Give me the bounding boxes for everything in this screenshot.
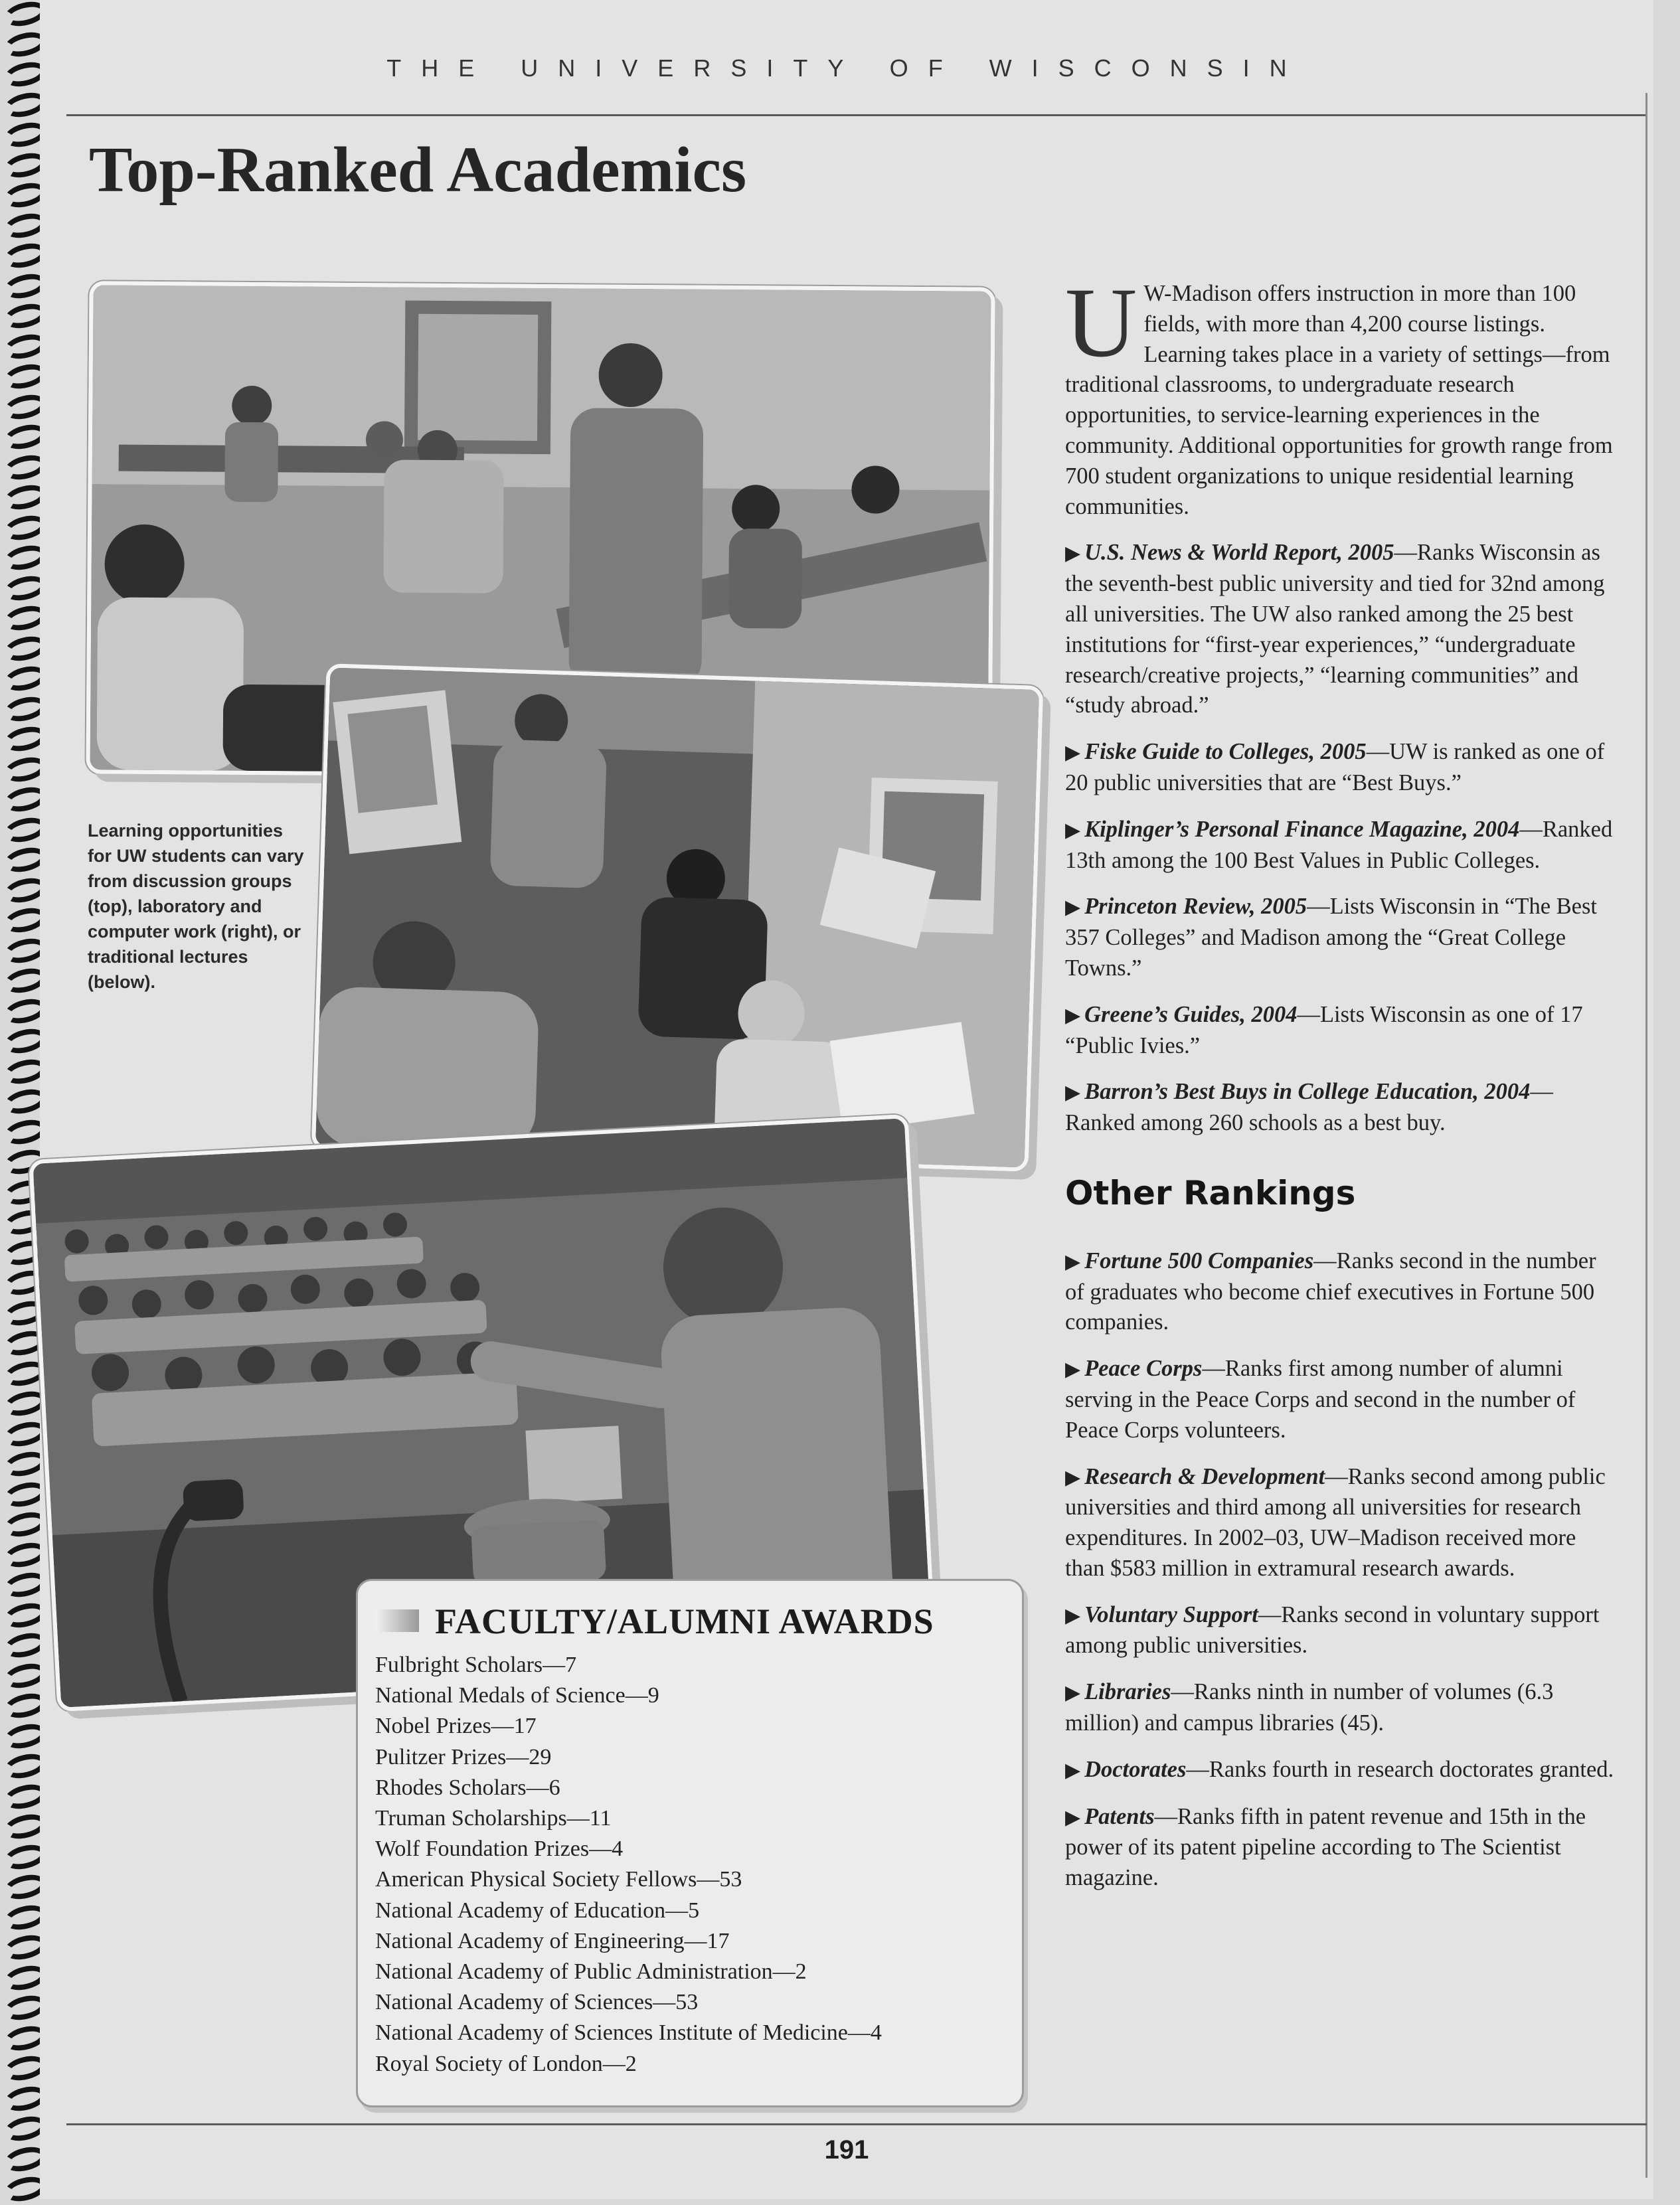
awards-heading-text: FACULTY/ALUMNI AWARDS: [435, 1601, 934, 1641]
ranking-source: Patents: [1084, 1803, 1155, 1829]
ranking-item: [1065, 737, 1616, 799]
ranking-text: —Ranks fifth in patent revenue and 15th in the power of its patent pipeline according to The Scientist magazine.: [1065, 1803, 1586, 1891]
heading-bar-ornament: [375, 1609, 419, 1632]
award-item: National Academy of Education—5: [375, 1898, 700, 1923]
other-ranking-item: [1065, 1354, 1616, 1445]
award-item: Fulbright Scholars—7: [375, 1653, 577, 1677]
triangle-bullet-icon: ▶: [1065, 1758, 1081, 1782]
ranking-source: Princeton Review, 2005: [1084, 894, 1307, 920]
awards-heading: [375, 1601, 934, 1642]
ranking-source: Research & Development: [1084, 1463, 1325, 1489]
footer-rule: [66, 2123, 1647, 2125]
ranking-text: —Lists Wisconsin in “The Best 357 Colleges” and Madison among the “Great College Towns.”: [1065, 894, 1598, 981]
triangle-bullet-icon: ▶: [1065, 1805, 1081, 1829]
ranking-source: Fiske Guide to Colleges, 2005: [1084, 739, 1367, 765]
triangle-bullet-icon: ▶: [1065, 1003, 1081, 1027]
triangle-bullet-icon: ▶: [1065, 818, 1081, 842]
other-ranking-item: [1065, 1755, 1616, 1786]
ranking-source: Voluntary Support: [1084, 1601, 1258, 1627]
running-head: THE UNIVERSITY OF WISCONSIN: [386, 54, 1307, 82]
other-rankings-heading: Other Rankings: [1065, 1173, 1356, 1212]
award-item: American Physical Society Fellows—53: [375, 1867, 742, 1892]
ranking-source: Fortune 500 Companies: [1084, 1248, 1314, 1273]
award-item: Rhodes Scholars—6: [375, 1775, 560, 1800]
award-item: Truman Scholarships—11: [375, 1806, 612, 1831]
award-item: National Medals of Science—9: [375, 1683, 659, 1708]
photo-computer-lab: [311, 663, 1043, 1172]
triangle-bullet-icon: ▶: [1065, 1465, 1081, 1489]
awards-box: [356, 1579, 1024, 2107]
ranking-source: Barron’s Best Buys in College Education, 2004: [1084, 1079, 1531, 1105]
triangle-bullet-icon: ▶: [1065, 896, 1081, 920]
ranking-item: [1065, 815, 1616, 876]
award-item: Pulitzer Prizes—29: [375, 1744, 552, 1769]
triangle-bullet-icon: ▶: [1065, 1358, 1081, 1382]
award-item: Royal Society of London—2: [375, 2051, 637, 2076]
other-ranking-item: [1065, 1246, 1616, 1338]
triangle-bullet-icon: ▶: [1065, 1250, 1081, 1273]
ranking-source: Kiplinger’s Personal Finance Magazine, 2004: [1084, 816, 1520, 842]
ranking-source: Doctorates: [1084, 1756, 1187, 1782]
award-item: National Academy of Engineering—17: [375, 1928, 730, 1953]
award-item: National Academy of Sciences—53: [375, 1990, 699, 2015]
other-ranking-item: [1065, 1600, 1616, 1662]
photo-caption: Learning opportunities for UW students can vary from discussion groups (top), laboratory and computer work (right), or traditional lectures (below).: [88, 821, 304, 992]
awards-list: [375, 1650, 882, 2080]
ranking-item: [1065, 892, 1616, 983]
award-item: Wolf Foundation Prizes—4: [375, 1837, 624, 1862]
ranking-text: —Ranks second in the number of graduates who become chief executives in Fortune 500 companies.: [1065, 1248, 1596, 1335]
triangle-bullet-icon: ▶: [1065, 1603, 1081, 1627]
header-rule: [66, 114, 1647, 116]
other-ranking-item: [1065, 1802, 1616, 1894]
triangle-bullet-icon: ▶: [1065, 1681, 1081, 1705]
ranking-item: [1065, 1077, 1616, 1139]
ranking-text: —Ranks fourth in research doctorates granted.: [1186, 1756, 1614, 1782]
ranking-source: Libraries: [1084, 1679, 1171, 1705]
other-ranking-item: [1065, 1462, 1616, 1584]
ranking-item: [1065, 538, 1616, 721]
rankings-column: [1065, 268, 1616, 1910]
page-edge: [1645, 93, 1647, 2178]
award-item: National Academy of Public Administration—2: [375, 1959, 807, 1985]
ranking-text: —Lists Wisconsin as one of 17 “Public Ivies.”: [1065, 1001, 1583, 1058]
award-item: Nobel Prizes—17: [375, 1714, 537, 1739]
page: [40, 0, 1653, 2199]
ranking-item: [1065, 1000, 1616, 1062]
ranking-text: —Ranks second in voluntary support among public universities.: [1065, 1601, 1600, 1659]
award-item: National Academy of Sciences Institute of Medicine—4: [375, 2020, 882, 2046]
triangle-bullet-icon: ▶: [1065, 741, 1081, 765]
ranking-text: —Ranked 13th among the 100 Best Values in Public Colleges.: [1065, 816, 1613, 873]
other-ranking-item: [1065, 1677, 1616, 1739]
ranking-text: —Ranks first among number of alumni serving in the Peace Corps and second in the number of Peace Corps volunteers.: [1065, 1356, 1576, 1443]
ranking-text: —Ranks Wisconsin as the seventh-best public university and tied for 32nd among all universities. The UW also ranked among the 25 best institutions for “first-year experiences,” “undergraduate research/creative projects,” “learning communities” and “study abroad.”: [1065, 540, 1605, 718]
ranking-source: U.S. News & World Report, 2005: [1084, 540, 1394, 566]
page-number: 191: [824, 2135, 869, 2164]
ranking-text: —Ranked among 260 schools as a best buy.: [1065, 1079, 1553, 1136]
ranking-source: Peace Corps: [1084, 1356, 1203, 1382]
ranking-text: —Ranks second among public universities and third among all universities for research expenditures. In 2002–03, UW–Madison received more than $583 million in extramural research awards.: [1065, 1463, 1606, 1581]
ranking-text: —Ranks ninth in number of volumes (6.3 million) and campus libraries (45).: [1065, 1679, 1554, 1736]
intro-paragraph: UW-Madison offers instruction in more than 100 fields, with more than 4,200 course listings. Learning takes place in a variety of settings—from traditional classrooms, to undergraduate research opportunities, to service-learning experiences in the community. Additional opportunities for growth range from 700 student organizations to unique residential learning communities.: [1065, 268, 1613, 519]
ranking-text: —UW is ranked as one of 20 public universities that are “Best Buys.”: [1065, 739, 1605, 795]
ranking-source: Greene’s Guides, 2004: [1084, 1001, 1298, 1027]
triangle-bullet-icon: ▶: [1065, 542, 1081, 566]
page-title: Top-Ranked Academics: [89, 134, 747, 206]
triangle-bullet-icon: ▶: [1065, 1081, 1081, 1105]
